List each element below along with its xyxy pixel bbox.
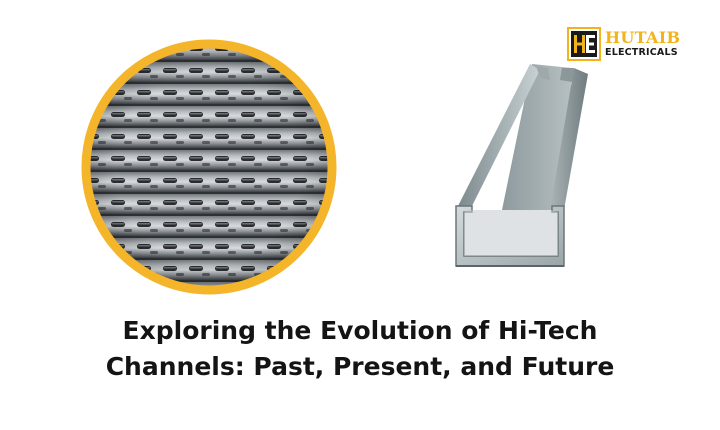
perforated-channels-photo [80, 38, 338, 296]
brand-name: HUTAIB [605, 28, 681, 48]
brand-logo[interactable] [567, 27, 680, 61]
brand-subtitle: ELECTRICALS [605, 47, 678, 59]
strut-channel-illustration [440, 60, 600, 280]
title-line-1: Exploring the Evolution of Hi-Tech [122, 316, 598, 345]
he-monogram-icon [567, 27, 601, 61]
title-line-2: Channels: Past, Present, and Future [105, 352, 615, 381]
page-title [0, 313, 720, 385]
